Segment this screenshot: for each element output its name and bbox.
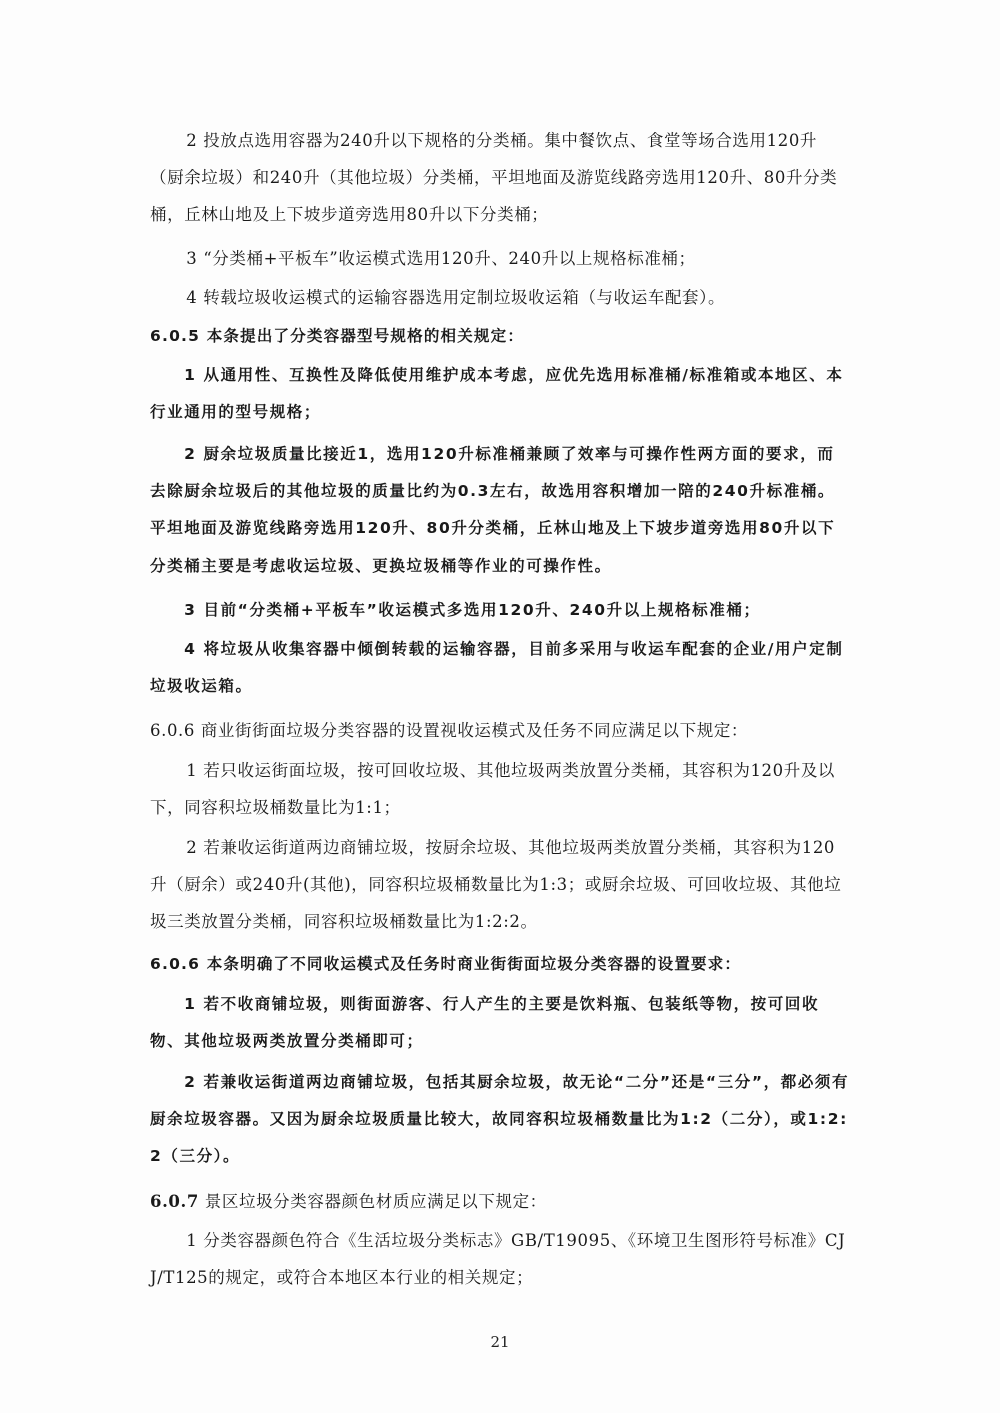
page-number: 21: [490, 1333, 510, 1351]
commentary-6-0-6-item-1: 1 若不收商铺垃圾，则街面游客、行人产生的主要是饮料瓶、包装纸等物，按可回收物、其他垃圾两类放置分类桶即可；: [150, 995, 820, 1051]
clause-6-0-6-heading: 6.0.6 商业街街面垃圾分类容器的设置视收运模式及任务不同应满足以下规定：: [150, 721, 749, 740]
clause-6-0-4-item-4: 4 转载垃圾收运模式的运输容器选用定制垃圾收运箱（与收运车配套）。: [186, 288, 726, 307]
clause-6-0-7-number: 6.0.7: [150, 1192, 199, 1211]
clause-6-0-6-item-2: 2 若兼收运街道两边商铺垃圾，按厨余垃圾、其他垃圾两类放置分类桶，其容积为120升（厨余）或240升(其他)，同容积垃圾桶数量比为1:3；或厨余垃圾、可回收垃圾、其他垃圾三类放置分类桶，同容积垃圾桶数量比为1:2:2。: [150, 838, 842, 932]
clause-6-0-4-item-3: 3 “分类桶+平板车”收运模式选用120升、240升以上规格标准桶；: [186, 249, 696, 268]
clause-6-0-7-item-1: 1 分类容器颜色符合《生活垃圾分类标志》GB/T19095、《环境卫生图形符号标准》CJJ/T125的规定，或符合本地区本行业的相关规定；: [150, 1231, 846, 1288]
clause-6-0-7-title: 景区垃圾分类容器颜色材质应满足以下规定：: [198, 1192, 547, 1211]
commentary-6-0-5-item-2: 2 厨余垃圾质量比接近1，选用120升标准桶兼顾了效率与可操作性两方面的要求，而去除厨余垃圾后的其他垃圾的质量比约为0.3左右，故选用容积增加一陪的240升标准桶。平坦地面及游览线路旁选用120升、80升分类桶，丘林山地及上下坡步道旁选用80升以下分类桶主要是考虑收运垃圾、更换垃圾桶等作业的可操作性。: [150, 445, 836, 575]
commentary-6-0-5-item-3: 3 目前“分类桶+平板车”收运模式多选用120升、240升以上规格标准桶；: [184, 601, 761, 619]
commentary-6-0-5-heading: 6.0.5 本条提出了分类容器型号规格的相关规定：: [150, 327, 525, 345]
commentary-6-0-5-item-1: 1 从通用性、互换性及降低使用维护成本考虑，应优先选用标准桶/标准箱或本地区、本行业通用的型号规格；: [150, 366, 844, 422]
commentary-6-0-5-item-4: 4 将垃圾从收集容器中倾倒转载的运输容器，目前多采用与收运车配套的企业/用户定制垃圾收运箱。: [150, 640, 844, 696]
clause-6-0-4-item-2: 2 投放点选用容器为240升以下规格的分类桶。集中餐饮点、食堂等场合选用120升（厨余垃圾）和240升（其他垃圾）分类桶，平坦地面及游览线路旁选用120升、80升分类桶，丘林山地及上下坡步道旁选用80升以下分类桶；: [150, 131, 838, 225]
commentary-6-0-6-heading: 6.0.6 本条明确了不同收运模式及任务时商业街街面垃圾分类容器的设置要求：: [150, 955, 742, 973]
clause-6-0-7-heading: [150, 1183, 850, 1220]
clause-6-0-6-item-1: 1 若只收运街面垃圾，按可回收垃圾、其他垃圾两类放置分类桶，其容积为120升及以下，同容积垃圾桶数量比为1:1；: [150, 761, 836, 818]
commentary-6-0-6-item-2: 2 若兼收运街道两边商铺垃圾，包括其厨余垃圾，故无论“二分”还是“三分”，都必须有厨余垃圾容器。又因为厨余垃圾质量比较大，故同容积垃圾桶数量比为1:2（二分），或1:2:2（三分）。: [150, 1073, 850, 1166]
